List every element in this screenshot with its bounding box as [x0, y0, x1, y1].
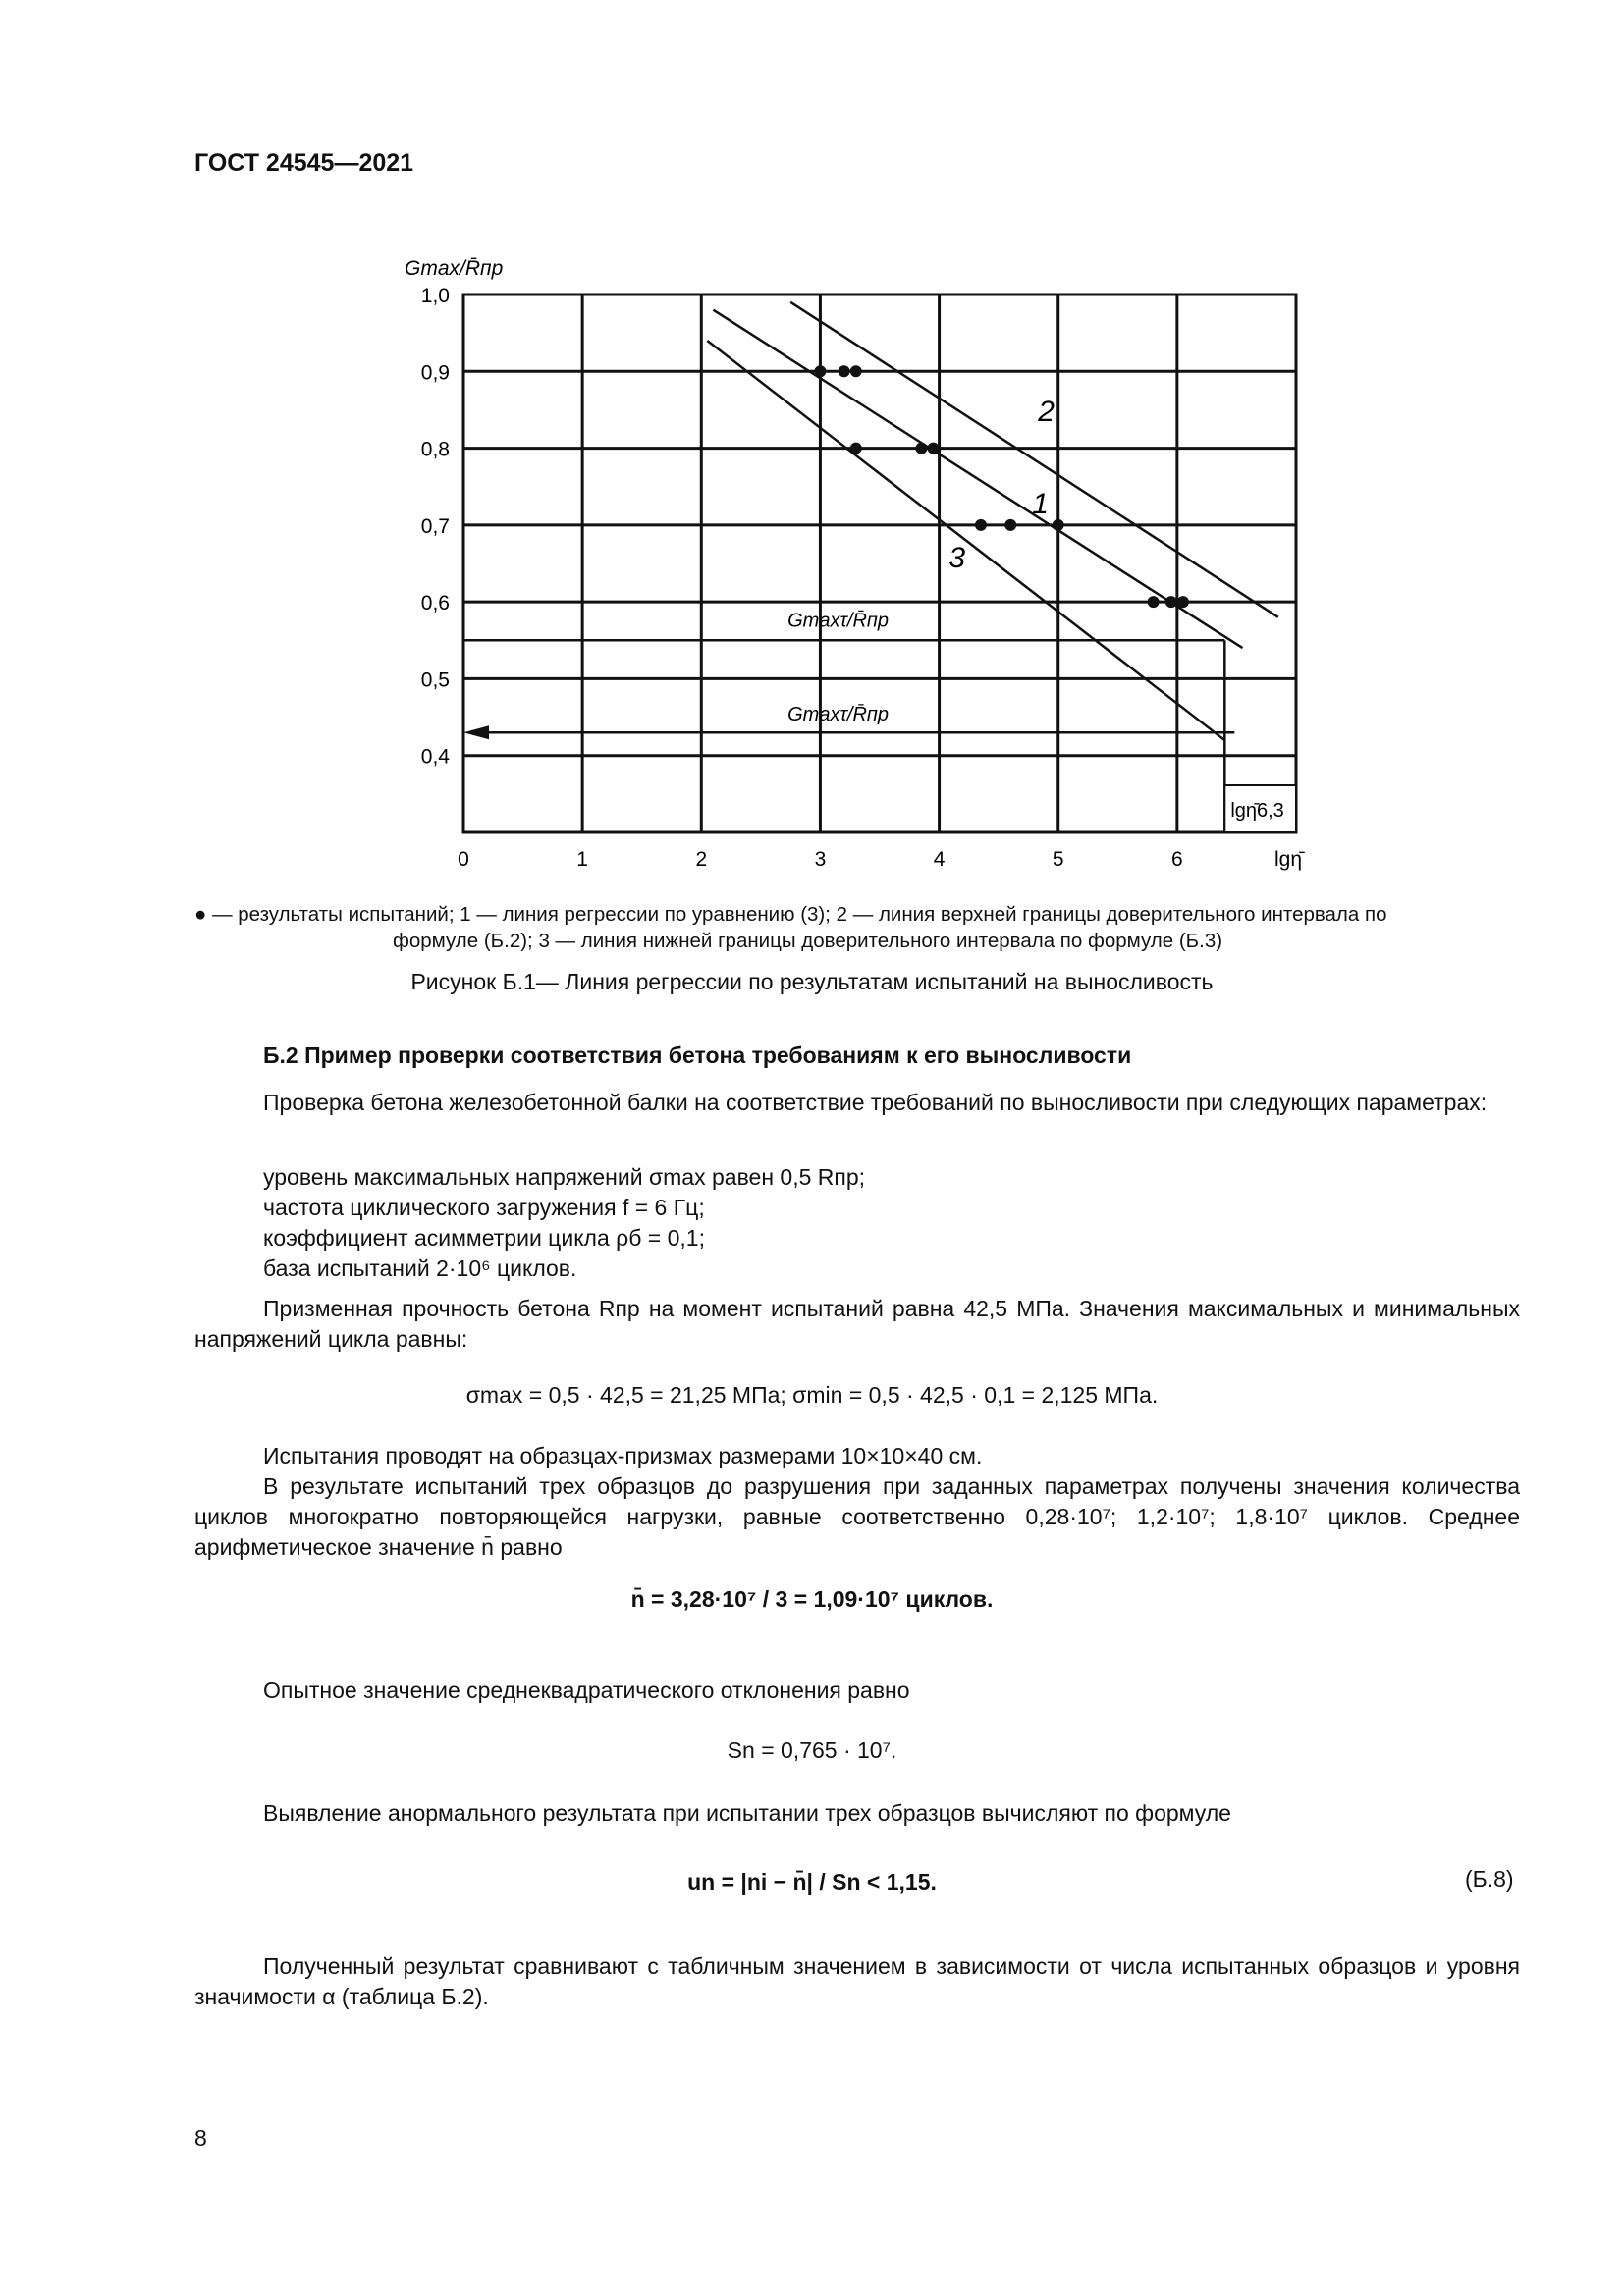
- y-tick-label: 0,5: [420, 668, 450, 692]
- data-point: [975, 519, 987, 531]
- data-point: [850, 443, 862, 454]
- chart-svg: [373, 232, 1316, 880]
- specimens-paragraph: Испытания проводят на образцах-призмах размерами 10×10×40 см.: [263, 1443, 983, 1468]
- x-axis-label: lgη̄: [1273, 848, 1303, 871]
- un-formula: un = |ni − n̄| / Sn < 1,15.: [687, 1869, 937, 1895]
- legend-line-2: формуле (Б.2); 3 — линия нижней границы доверительного интервала по формуле (Б.3): [393, 930, 1223, 952]
- sd-paragraph: Опытное значение среднеквадратического отклонения равно: [263, 1678, 910, 1703]
- anomaly-paragraph: Выявление анормального результата при испытании трех образцов вычисляют по формуле: [263, 1800, 1231, 1826]
- data-point: [1004, 519, 1016, 531]
- data-point: [928, 443, 940, 454]
- plot-frame: [463, 294, 1296, 832]
- data-point: [1053, 519, 1064, 531]
- corner-label: lgη̄6,3: [1230, 800, 1284, 822]
- figure-caption: Рисунок Б.1— Линия регрессии по результатам испытаний на выносливость: [410, 969, 1214, 994]
- y-tick-label: 0,7: [420, 514, 450, 538]
- figure-legend: [194, 901, 1520, 954]
- arrow-head: [463, 725, 489, 739]
- series-line-3: [707, 341, 1224, 740]
- results-paragraph: В результате испытаний трех образцов до разрушения при заданных параметрах получены значения количества циклов многократно повторяющейся нагрузки, равные соответственно 0,28·10⁷; 1,2·10⁷; 1,8·10⁷ циклов. Среднее арифметическое значение n̄ равно: [194, 1473, 1520, 1560]
- curve-label-1: 1: [1032, 488, 1049, 521]
- data-point: [814, 365, 826, 377]
- x-tick-label: 3: [814, 848, 827, 871]
- y-tick-label: 1,0: [420, 285, 450, 307]
- document-header: ГОСТ 24545—2021: [194, 149, 414, 177]
- y-tick-label: 0,6: [420, 592, 450, 615]
- x-tick-label: 5: [1052, 848, 1064, 871]
- prism-paragraph: Призменная прочность бетона Rпр на момент испытаний равна 42,5 МПа. Значения максимальных и минимальных напряжений цикла равны:: [194, 1296, 1520, 1352]
- page-number: 8: [194, 2125, 207, 2151]
- data-point: [1177, 596, 1189, 608]
- stress-formula: σmax = 0,5 · 42,5 = 21,25 МПа; σmin = 0,5 · 42,5 · 0,1 = 2,125 МПа.: [465, 1382, 1159, 1408]
- regression-chart: [373, 232, 1316, 884]
- x-tick-label: 0: [458, 848, 469, 871]
- list-item: частота циклического загружения f = 6 Гц;: [263, 1195, 705, 1220]
- list-item: уровень максимальных напряжений σmax равен 0,5 Rпр;: [263, 1164, 866, 1190]
- upper-level-label: Gmaxτ/R̄пр: [787, 610, 890, 632]
- data-point: [850, 365, 862, 377]
- x-tick-label: 4: [933, 848, 946, 871]
- section-title: Б.2 Пример проверки соответствия бетона требованиям к его выносливости: [263, 1042, 1132, 1068]
- curve-label-3: 3: [948, 541, 966, 574]
- data-point: [839, 365, 850, 377]
- x-tick-label: 1: [576, 848, 588, 871]
- data-point: [915, 443, 927, 454]
- y-tick-label: 0,9: [420, 361, 450, 385]
- y-tick-label: 0,8: [420, 438, 450, 461]
- list-item: база испытаний 2·10⁶ циклов.: [263, 1255, 577, 1281]
- y-axis-label: Gmax/R̄пр: [405, 257, 504, 280]
- compare-paragraph: Полученный результат сравнивают с табличным значением в зависимости от числа испытанных образцов и уровня значимости α (таблица Б.2).: [194, 1953, 1520, 2009]
- series-line-1: [713, 310, 1242, 648]
- data-point: [1148, 596, 1160, 608]
- mean-formula: n̄ = 3,28·10⁷ / 3 = 1,09·10⁷ циклов.: [630, 1586, 994, 1612]
- formula-number: (Б.8): [1465, 1866, 1514, 1892]
- list-item: коэффициент асимметрии цикла ρб = 0,1;: [263, 1225, 705, 1251]
- x-tick-label: 6: [1171, 848, 1183, 871]
- curve-label-2: 2: [1038, 396, 1055, 429]
- series-line-2: [790, 302, 1278, 617]
- intro-paragraph: Проверка бетона железобетонной балки на соответствие требований по выносливости при следующих параметрах:: [263, 1090, 1488, 1115]
- x-tick-label: 2: [695, 848, 708, 871]
- lower-level-label: Gmaxτ/R̄пр: [787, 704, 890, 726]
- legend-line-1: ● — результаты испытаний; 1 — линия регрессии по уравнению (3); 2 — линия верхней границы доверительного интервала по: [194, 903, 1387, 926]
- data-point: [1165, 596, 1177, 608]
- sd-formula: Sn = 0,765 · 10⁷.: [727, 1737, 897, 1763]
- y-tick-label: 0,4: [420, 745, 450, 769]
